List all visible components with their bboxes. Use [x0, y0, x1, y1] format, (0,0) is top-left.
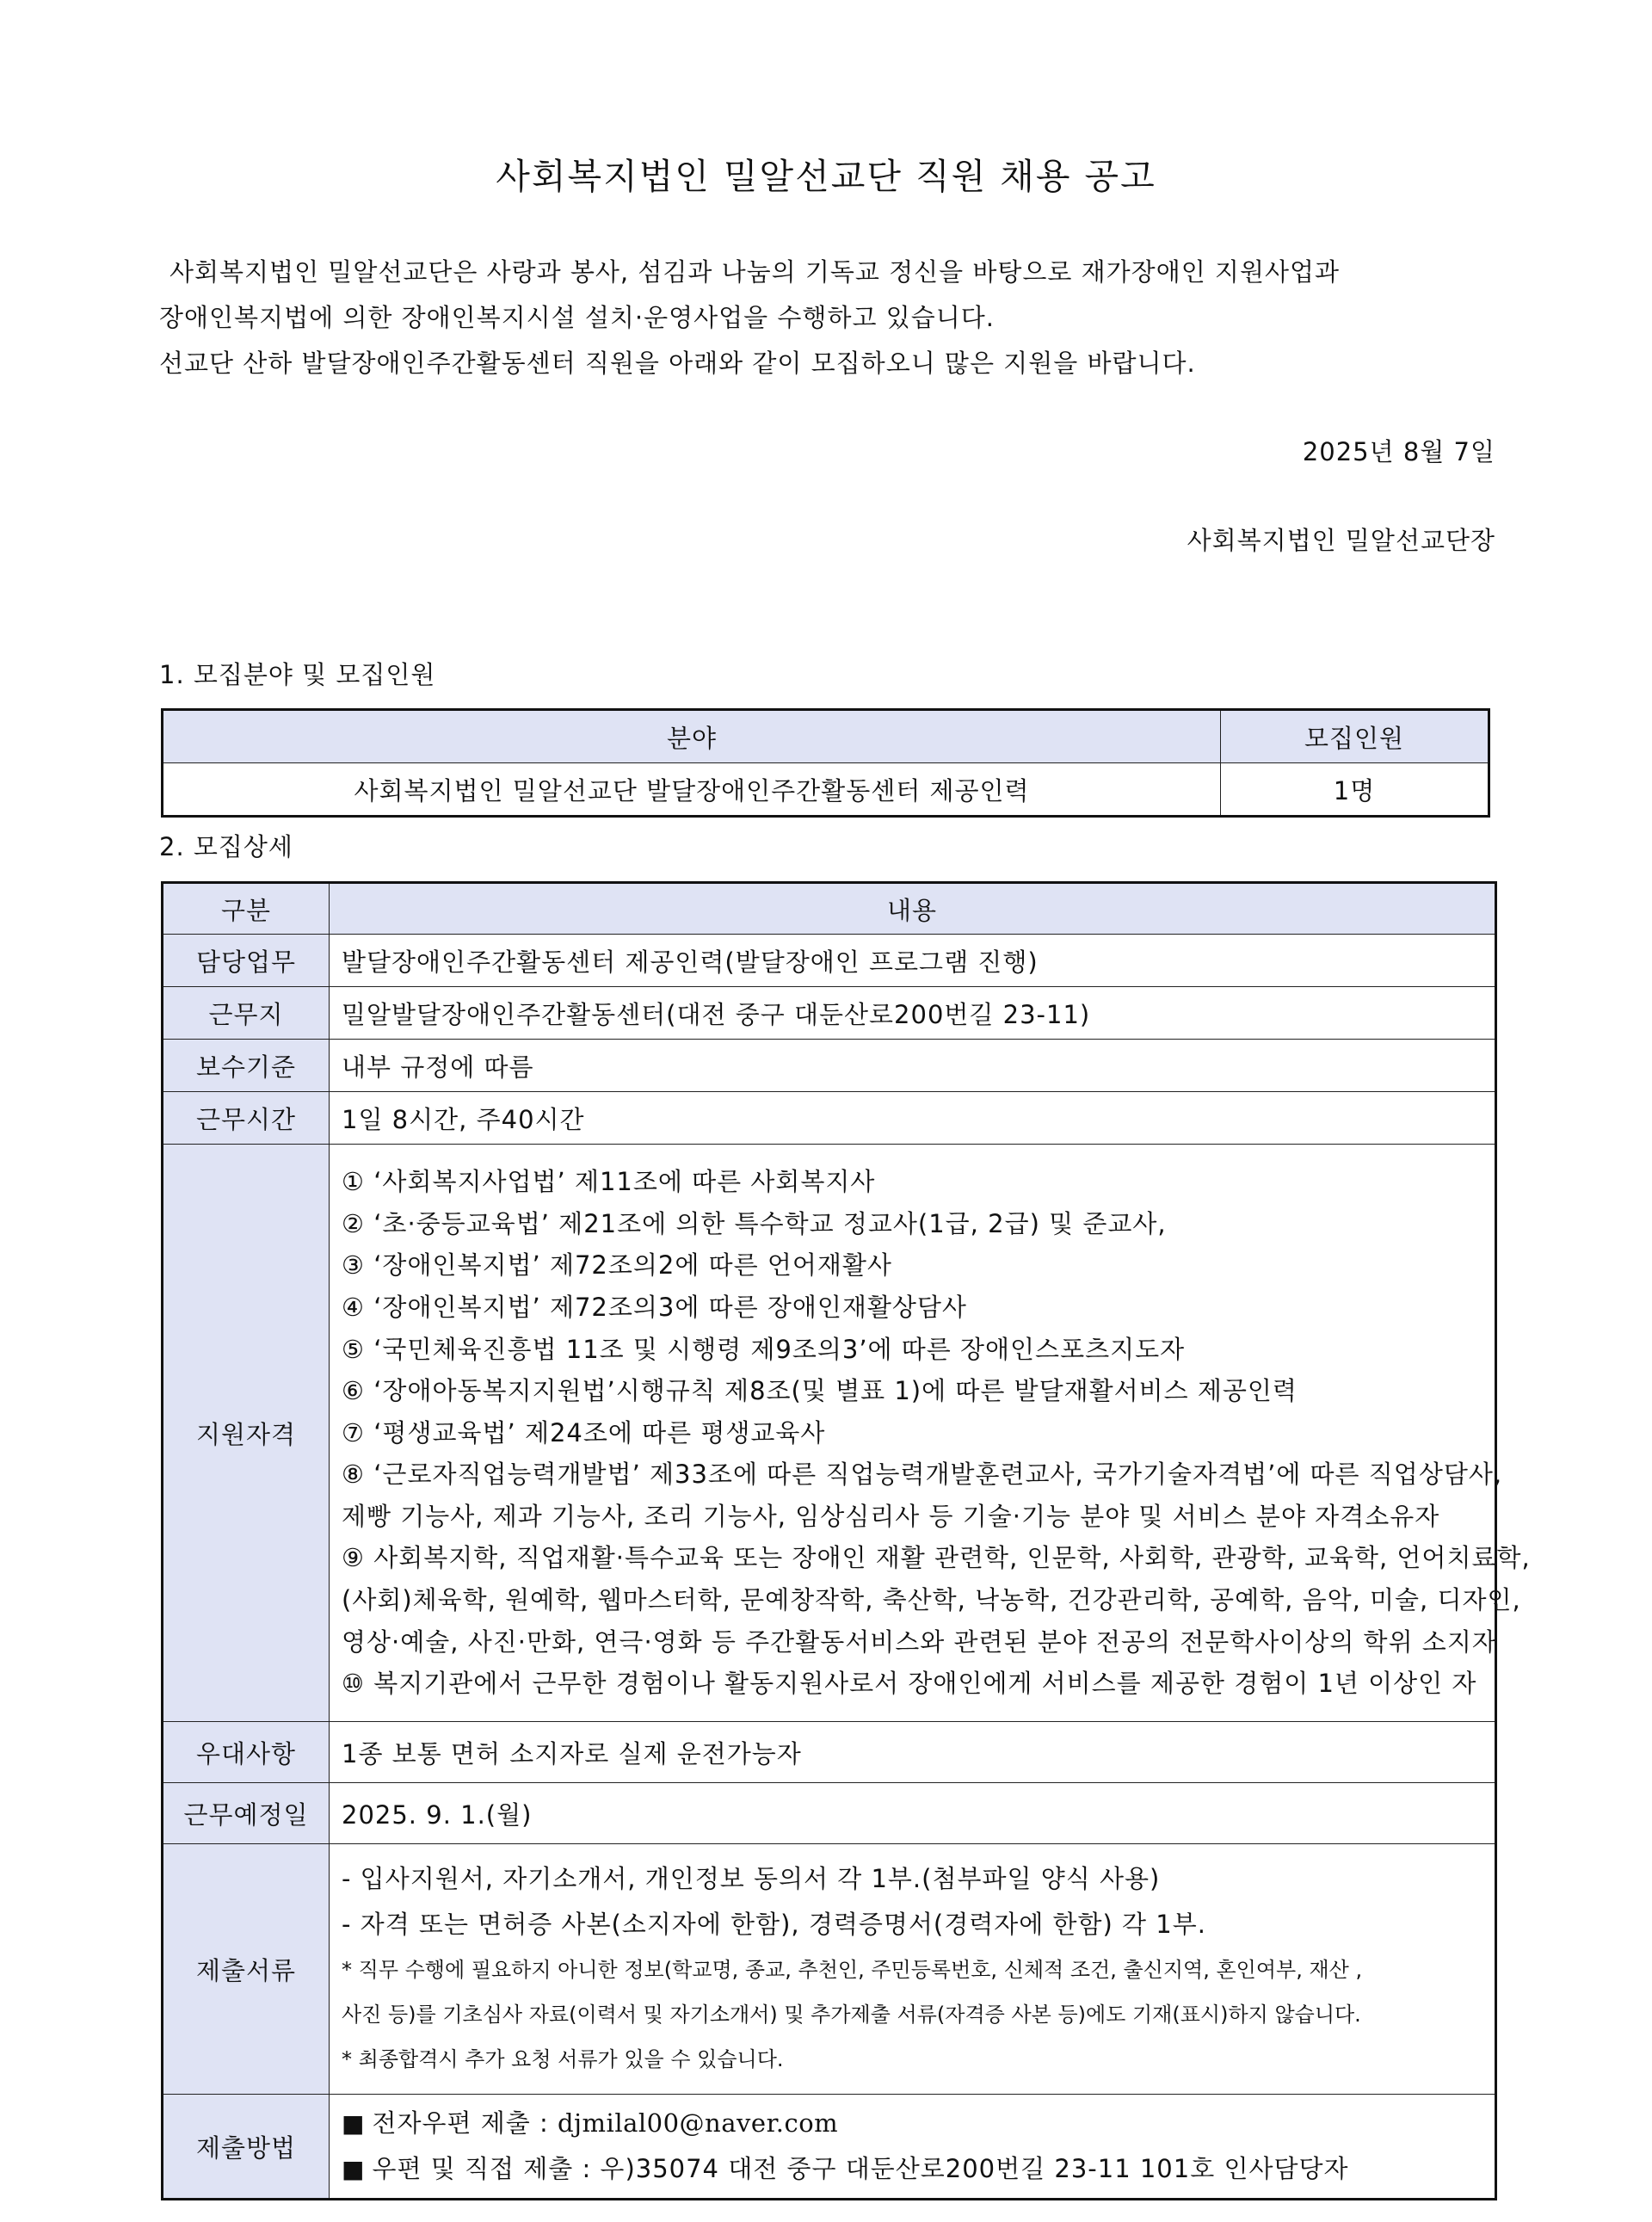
- email-address[interactable]: djmilal00@naver.com: [557, 2108, 839, 2138]
- start-date-row: [163, 1783, 1496, 1844]
- header-content: 내용: [330, 883, 1496, 935]
- document-note: 사진 등)를 기초심사 자료(이력서 및 자기소개서) 및 추가제출 서류(자격증 사본 등)에도 기재(표시)하지 않습니다.: [342, 2003, 1361, 2027]
- duty-value: 발달장애인주간활동센터 제공인력(발달장애인 프로그램 진행): [330, 935, 1496, 987]
- table-header-row: [163, 710, 1489, 763]
- post-address: 우편 및 직접 제출 : 우)35074 대전 중구 대둔산로200번길 23-11 101호 인사담당자: [372, 2154, 1349, 2183]
- section-heading-recruitment-field: 1. 모집분야 및 모집인원: [159, 660, 436, 689]
- hours-value: 1일 8시간, 주40시간: [330, 1092, 1496, 1145]
- location-value: 밀알발달장애인주간활동센터(대전 중구 대둔산로200번길 23-11): [330, 987, 1496, 1040]
- qualification-item: ⑩ 복지기관에서 근무한 경험이나 활동지원사로서 장애인에게 서비스를 제공한 경험이 1년 이상인 자: [342, 1669, 1477, 1699]
- document-item: - 입사지원서, 자기소개서, 개인정보 동의서 각 1부.(첨부파일 양식 사용): [342, 1864, 1161, 1893]
- qualification-item: ⑨ 사회복지학, 직업재활·특수교육 또는 장애인 재활 관련학, 인문학, 사회학, 관광학, 교육학, 언어치료학,: [342, 1543, 1531, 1573]
- duty-label: 담당업무: [163, 935, 330, 987]
- pay-value: 내부 규정에 따름: [330, 1040, 1496, 1092]
- intro-line: 선교단 산하 발달장애인주간활동센터 직원을 아래와 같이 모집하오니 많은 지원을 바랍니다.: [159, 349, 1196, 378]
- qualification-item: ⑦ ‘평생교육법’ 제24조에 따른 평생교육사: [342, 1417, 826, 1447]
- square-bullet-icon: ■: [342, 2155, 366, 2183]
- qualification-item: 영상·예술, 사진·만화, 연극·영화 등 주간활동서비스와 관련된 분야 전공의 전문학사이상의 학위 소지자: [342, 1626, 1497, 1657]
- preference-label: 우대사항: [163, 1722, 330, 1783]
- details-table: [161, 881, 1531, 2200]
- intro-line: 장애인복지법에 의한 장애인복지시설 설치·운영사업을 수행하고 있습니다.: [159, 303, 995, 332]
- table-row: [163, 763, 1489, 817]
- issuer-name: 사회복지법인 밀알선교단장: [1187, 526, 1495, 555]
- pay-label: 보수기준: [163, 1040, 330, 1092]
- qualification-item: (사회)체육학, 원예학, 웹마스터학, 문예창작학, 축산학, 낙농학, 건강관리학, 공예학, 음악, 미술, 디자인,: [342, 1585, 1521, 1615]
- location-row: [163, 987, 1496, 1040]
- documents-label: 제출서류: [163, 1844, 330, 2095]
- hours-row: [163, 1092, 1496, 1145]
- header-headcount: 모집인원: [1221, 710, 1489, 763]
- qualification-item: ② ‘초·중등교육법’ 제21조에 의한 특수학교 정교사(1급, 2급) 및 준교사,: [342, 1208, 1167, 1238]
- documents-list: [330, 1844, 1496, 2095]
- qualification-item: ③ ‘장애인복지법’ 제72조의2에 따른 언어재활사: [342, 1250, 892, 1281]
- document-note: * 직무 수행에 필요하지 아니한 정보(학교명, 종교, 추천인, 주민등록번호, 신체적 조건, 출신지역, 혼인여부, 재산 ,: [342, 1958, 1363, 1982]
- field-name: 사회복지법인 밀알선교단 발달장애인주간활동센터 제공인력: [163, 763, 1221, 817]
- start-date-value: 2025. 9. 1.(월): [330, 1783, 1496, 1844]
- section-heading-details: 2. 모집상세: [159, 832, 293, 861]
- document-item: - 자격 또는 면허증 사본(소지자에 한함), 경력증명서(경력자에 한함) 각 1부.: [342, 1910, 1206, 1939]
- pay-row: [163, 1040, 1496, 1092]
- qualification-item: ④ ‘장애인복지법’ 제72조의3에 따른 장애인재활상담사: [342, 1292, 967, 1322]
- recruitment-field-table: [161, 708, 1490, 818]
- qualification-item: ⑧ ‘근로자직업능력개발법’ 제33조에 따른 직업능력개발훈련교사, 국가기술자격법’에 따른 직업상담사,: [342, 1460, 1503, 1490]
- submission-method-row: [163, 2095, 1496, 2200]
- headcount: 1명: [1221, 763, 1489, 817]
- qualification-item: ⑥ ‘장애아동복지지원법’시행규칙 제8조(및 별표 1)에 따른 발달재활서비스 제공인력: [342, 1376, 1298, 1406]
- documents-row: [163, 1844, 1496, 2095]
- qualification-list: [330, 1145, 1531, 1722]
- intro-line: 사회복지법인 밀알선교단은 사랑과 봉사, 섬김과 나눔의 기독교 정신을 바탕으로 재가장애인 지원사업과: [170, 257, 1341, 287]
- table-header-row: [163, 883, 1496, 935]
- intro-paragraph: [159, 250, 1501, 386]
- location-label: 근무지: [163, 987, 330, 1040]
- qualification-item: ⑤ ‘국민체육진흥법 11조 및 시행령 제9조의3’에 따른 장애인스포츠지도자: [342, 1334, 1186, 1364]
- submission-method-list: [330, 2095, 1496, 2200]
- preference-row: [163, 1722, 1496, 1783]
- notice-date: 2025년 8월 7일: [1302, 437, 1495, 466]
- duty-row: [163, 935, 1496, 987]
- qualification-item: ① ‘사회복지사업법’ 제11조에 따른 사회복지사: [342, 1167, 876, 1197]
- qualification-item: 제빵 기능사, 제과 기능사, 조리 기능사, 임상심리사 등 기술·기능 분야 및 서비스 분야 자격소유자: [342, 1501, 1440, 1531]
- qualification-row: [163, 1145, 1496, 1722]
- email-submission: [342, 2101, 1494, 2146]
- header-field: 분야: [163, 710, 1221, 763]
- page-title: 사회복지법인 밀알선교단 직원 채용 공고: [496, 156, 1156, 197]
- square-bullet-icon: ■: [342, 2109, 366, 2138]
- submission-method-label: 제출방법: [163, 2095, 330, 2200]
- post-submission: [342, 2146, 1494, 2192]
- start-date-label: 근무예정일: [163, 1783, 330, 1844]
- header-category: 구분: [163, 883, 330, 935]
- preference-value: 1종 보통 면허 소지자로 실제 운전가능자: [330, 1722, 1496, 1783]
- qualification-label: 지원자격: [163, 1145, 330, 1722]
- hours-label: 근무시간: [163, 1092, 330, 1145]
- document-note: * 최종합격시 추가 요청 서류가 있을 수 있습니다.: [342, 2047, 784, 2071]
- email-label: 전자우편 제출 :: [372, 2108, 558, 2138]
